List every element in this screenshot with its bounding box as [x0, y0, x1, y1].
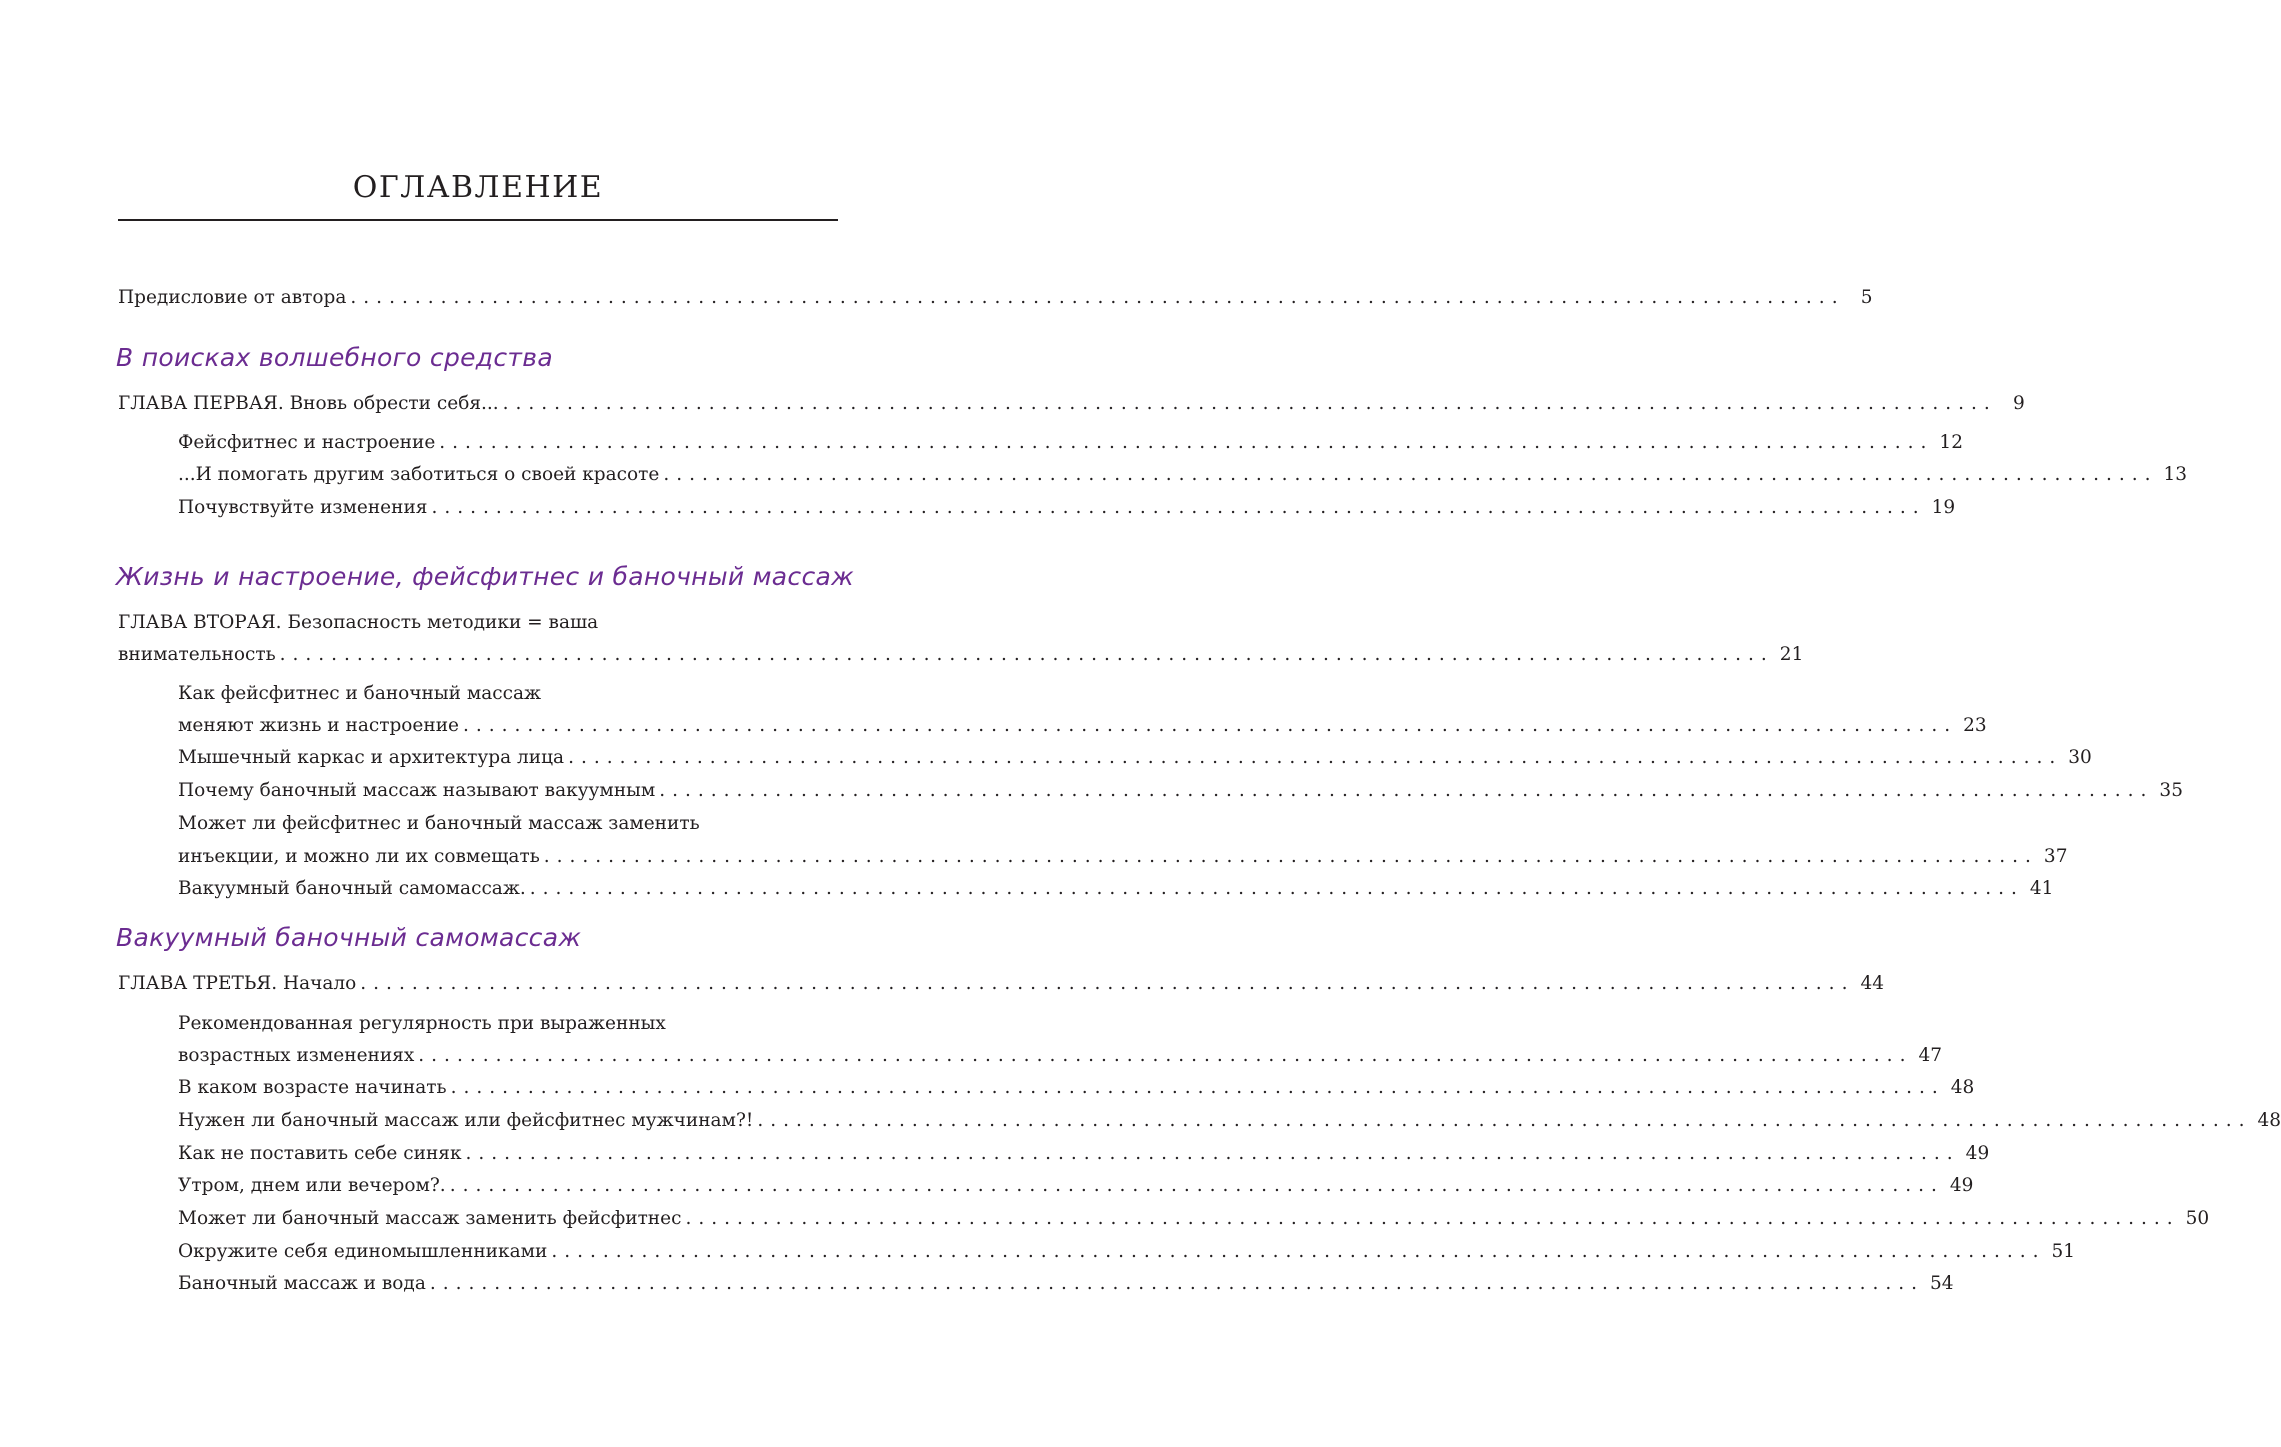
- section-heading: Вакуумный баночный самомассаж: [116, 923, 582, 952]
- title-divider: [118, 219, 838, 221]
- toc-page-number: 41: [2029, 878, 2054, 899]
- leader-dots: ....................................................................................................................: [439, 432, 1934, 453]
- leader-dots: ....................................................................................................................: [463, 715, 1958, 736]
- leader-dots: ....................................................................................................................: [502, 393, 1997, 414]
- toc-page-number: 51: [2051, 1241, 2076, 1262]
- toc-entry[interactable]: [178, 842, 2068, 872]
- toc-entry-label: возрастных изменениях: [178, 1045, 415, 1066]
- leader-dots: ....................................................................................................................: [429, 1273, 1925, 1294]
- toc-page-number: 9: [2013, 393, 2025, 414]
- toc-entry-label: Почему баночный массаж называют вакуумным: [178, 780, 656, 801]
- toc-page-number: 13: [2163, 464, 2188, 485]
- toc-entry-label: внимательность: [118, 644, 276, 665]
- toc-entry-chapter-1[interactable]: [118, 389, 2025, 419]
- toc-page-number: 47: [1918, 1045, 1942, 1066]
- section-heading: Жизнь и настроение, фейсфитнес и баночный массаж: [116, 562, 854, 591]
- toc-page-number: 37: [2043, 846, 2068, 867]
- section-heading: В поисках волшебного средства: [116, 343, 553, 372]
- toc-entry-label: Вакуумный баночный самомассаж.: [178, 878, 526, 899]
- toc-page-number: 49: [1965, 1143, 1990, 1164]
- toc-page-number: 50: [2185, 1208, 2210, 1229]
- toc-entry-label: ...И помогать другим заботиться о своей красоте: [178, 464, 660, 485]
- toc-entry-label: Почувствуйте изменения: [178, 497, 428, 518]
- toc-page-number: 5: [1860, 287, 1873, 308]
- leader-dots: ....................................................................................................................: [529, 878, 2024, 899]
- toc-entry-label: Окружите себя единомышленниками: [178, 1241, 548, 1262]
- toc-entry[interactable]: [178, 874, 2054, 904]
- toc-page-number: 48: [2257, 1110, 2281, 1131]
- toc-page-number: 48: [1950, 1077, 1975, 1098]
- toc-entry-chapter-2[interactable]: [118, 640, 1804, 670]
- toc-entry[interactable]: [178, 493, 1956, 523]
- toc-entry-label: Фейсфитнес и настроение: [178, 432, 436, 453]
- toc-page-number: 23: [1963, 715, 1987, 736]
- toc-entry-label: Предисловие от автора: [118, 287, 347, 308]
- toc-page-number: 19: [1931, 497, 1956, 518]
- leader-dots: ....................................................................................................................: [685, 1208, 2180, 1229]
- toc-entry-label: меняют жизнь и настроение: [178, 715, 459, 736]
- toc-entry-label: Утром, днем или вечером?.: [178, 1175, 446, 1196]
- toc-entry[interactable]: [178, 460, 2188, 490]
- leader-dots: ....................................................................................................................: [568, 747, 2063, 768]
- toc-page-number: 35: [2159, 780, 2183, 801]
- leader-dots: ....................................................................................................................: [418, 1045, 1913, 1066]
- toc-entry-label: В каком возрасте начинать: [178, 1077, 447, 1098]
- toc-entry[interactable]: [178, 1269, 1954, 1299]
- leader-dots: ....................................................................................................................: [543, 846, 2038, 867]
- toc-entry-label: Баночный массаж и вода: [178, 1273, 426, 1294]
- toc-entry-label-line: Рекомендованная регулярность при выраженных: [178, 1013, 666, 1034]
- toc-entry[interactable]: [178, 1041, 1942, 1071]
- toc-entry-label-line: Может ли фейсфитнес и баночный массаж заменить: [178, 813, 700, 834]
- leader-dots: ....................................................................................................................: [465, 1143, 1960, 1164]
- toc-entry-label-line: Как фейсфитнес и баночный массаж: [178, 683, 542, 704]
- toc-entry[interactable]: [178, 1139, 1990, 1169]
- toc-entry[interactable]: [178, 1171, 1974, 1201]
- toc-entry[interactable]: [178, 1106, 2281, 1136]
- leader-dots: ....................................................................................................................: [663, 464, 2158, 485]
- leader-dots: ....................................................................................................................: [551, 1241, 2046, 1262]
- toc-entry[interactable]: [178, 743, 2092, 773]
- leader-dots: ....................................................................................................................: [350, 287, 1845, 308]
- toc-entry[interactable]: [178, 711, 1987, 741]
- toc-entry-label: Нужен ли баночный массаж или фейсфитнес мужчинам?!: [178, 1110, 754, 1131]
- leader-dots: ....................................................................................................................: [279, 644, 1774, 665]
- toc-entry-label: ГЛАВА ПЕРВАЯ. Вновь обрести себя...: [118, 393, 499, 414]
- toc-entry-preface[interactable]: [118, 283, 1873, 313]
- page-title: ОГЛАВЛЕНИЕ: [352, 170, 604, 205]
- toc-entry[interactable]: [178, 428, 1963, 458]
- toc-page-number: 12: [1939, 432, 1963, 453]
- toc-entry[interactable]: [178, 1073, 1975, 1103]
- toc-entry-label: Может ли баночный массаж заменить фейсфитнес: [178, 1208, 682, 1229]
- toc-entry-label: ГЛАВА ТРЕТЬЯ. Начало: [118, 973, 357, 994]
- toc-page-number: 44: [1860, 973, 1884, 994]
- toc-entry[interactable]: [178, 776, 2183, 806]
- toc-entry[interactable]: [178, 1204, 2210, 1234]
- leader-dots: ....................................................................................................................: [659, 780, 2154, 801]
- toc-page-number: 30: [2068, 747, 2092, 768]
- toc-entry-label-line: ГЛАВА ВТОРАЯ. Безопасность методики = ваша: [118, 612, 599, 633]
- leader-dots: ....................................................................................................................: [360, 973, 1855, 994]
- leader-dots: ....................................................................................................................: [757, 1110, 2252, 1131]
- leader-dots: ....................................................................................................................: [450, 1077, 1945, 1098]
- leader-dots: ....................................................................................................................: [431, 497, 1926, 518]
- toc-page-number: 21: [1779, 644, 1804, 665]
- toc-page-number: 54: [1930, 1273, 1954, 1294]
- leader-dots: ....................................................................................................................: [449, 1175, 1944, 1196]
- toc-entry-label: инъекции, и можно ли их совмещать: [178, 846, 540, 867]
- toc-entry[interactable]: [178, 1237, 2076, 1267]
- toc-entry-label: Как не поставить себе синяк: [178, 1143, 462, 1164]
- toc-page-number: 49: [1949, 1175, 1974, 1196]
- toc-entry-chapter-3[interactable]: [118, 969, 1884, 999]
- toc-entry-label: Мышечный каркас и архитектура лица: [178, 747, 565, 768]
